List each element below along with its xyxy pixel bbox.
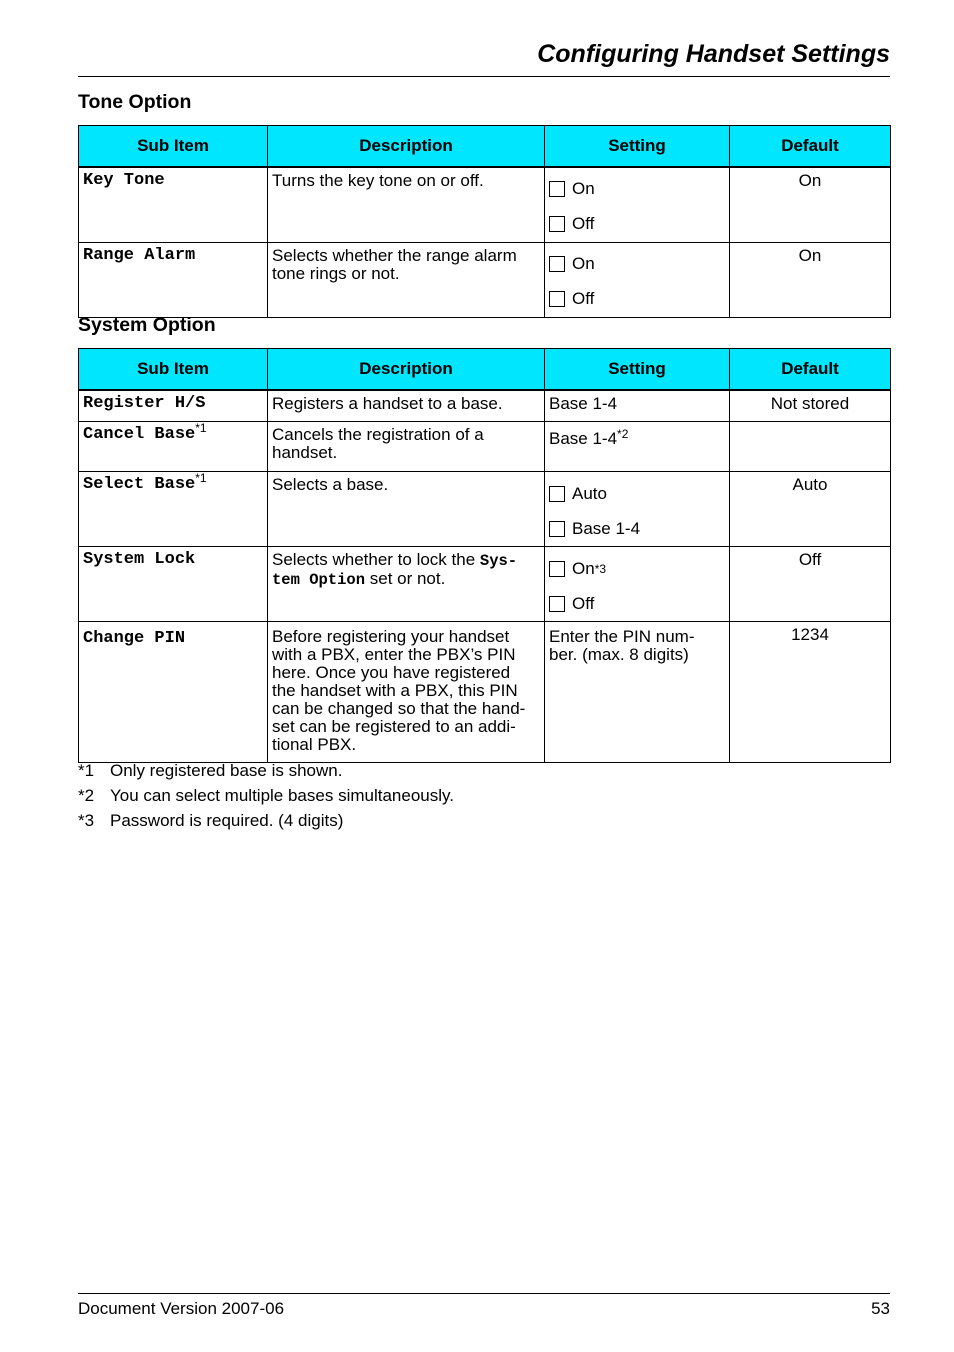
option-off: Off [549, 282, 725, 317]
default-cell: 1234 [730, 622, 891, 763]
col-sub-item: Sub Item [79, 349, 268, 390]
default-cell [730, 422, 891, 472]
footnote: *2 You can select multiple bases simultaneously. [78, 786, 454, 805]
col-setting: Setting [545, 349, 730, 390]
option-auto: Auto [549, 476, 725, 511]
sub-item-cell: Cancel Base$^{*1}$ [79, 422, 268, 472]
document-version: Document Version 2007-06 [78, 1299, 285, 1318]
description-cell: Before registering your handset with a PBX, enter the PBX’s PIN here. Once you have registered the handset with a PBX, this PIN can be changed so that the hand- set can be registered to an addi- tional PBX. [268, 622, 545, 763]
checkbox-icon [549, 521, 565, 537]
option-off: Off [549, 586, 725, 621]
table-row [79, 547, 891, 622]
sub-item-cell: Key Tone [79, 167, 268, 243]
col-description: Description [268, 349, 545, 390]
table-header-row [79, 349, 891, 390]
sub-item-cell: System Lock [79, 547, 268, 622]
col-description: Description [268, 126, 545, 167]
table-row [79, 167, 891, 243]
checkbox-icon [549, 291, 565, 307]
default-cell: Not stored [730, 390, 891, 422]
setting-cell: Base 1-4$^{*2}$ [545, 422, 730, 472]
sub-item-cell: Register H/S [79, 390, 268, 422]
setting-cell [545, 242, 730, 317]
col-sub-item: Sub Item [79, 126, 268, 167]
checkbox-icon [549, 256, 565, 272]
footnote: *3 Password is required. (4 digits) [78, 811, 344, 830]
checkbox-icon [549, 486, 565, 502]
table-row [79, 422, 891, 472]
description-cell: Selects whether the range alarm tone rings or not. [268, 242, 545, 317]
sub-item-cell: Select Base$^{*1}$ [79, 472, 268, 547]
sub-item-cell: Change PIN [79, 622, 268, 763]
col-setting: Setting [545, 126, 730, 167]
description-cell: Registers a handset to a base. [268, 390, 545, 422]
option-on: On *3 [549, 551, 725, 586]
page-number: 53 [871, 1299, 890, 1318]
table-row [79, 472, 891, 547]
page-title: Configuring Handset Settings [537, 40, 890, 68]
system-option-table [78, 348, 891, 763]
sub-item-cell: Range Alarm [79, 242, 268, 317]
default-cell: Off [730, 547, 891, 622]
setting-cell: Base 1-4 [545, 390, 730, 422]
option-off: Off [549, 207, 725, 242]
description-cell: Selects a base. [268, 472, 545, 547]
system-option-title: System Option [78, 314, 216, 336]
col-default: Default [730, 126, 891, 167]
option-base: Base 1-4 [549, 511, 725, 546]
col-default: Default [730, 349, 891, 390]
option-on: On [549, 247, 725, 282]
tone-option-table [78, 125, 891, 318]
setting-cell: Enter the PIN num- ber. (max. 8 digits) [545, 622, 730, 763]
setting-cell [545, 167, 730, 243]
table-row [79, 622, 891, 763]
checkbox-icon [549, 561, 565, 577]
default-cell: On [730, 167, 891, 243]
tone-option-title: Tone Option [78, 91, 192, 113]
checkbox-icon [549, 596, 565, 612]
checkbox-icon [549, 216, 565, 232]
footer-rule [78, 1293, 890, 1294]
description-cell: Selects whether to lock the Sys- tem Option set or not. [268, 547, 545, 622]
default-cell: Auto [730, 472, 891, 547]
description-cell: Turns the key tone on or off. [268, 167, 545, 243]
default-cell: On [730, 242, 891, 317]
description-cell: Cancels the registration of a handset. [268, 422, 545, 472]
footnotes [78, 760, 454, 835]
title-rule [78, 76, 890, 77]
footnote: *1 Only registered base is shown. [78, 761, 343, 780]
setting-cell [545, 472, 730, 547]
checkbox-icon [549, 181, 565, 197]
table-header-row [79, 126, 891, 167]
option-on: On [549, 172, 725, 207]
table-row [79, 390, 891, 422]
table-row [79, 242, 891, 317]
setting-cell [545, 547, 730, 622]
